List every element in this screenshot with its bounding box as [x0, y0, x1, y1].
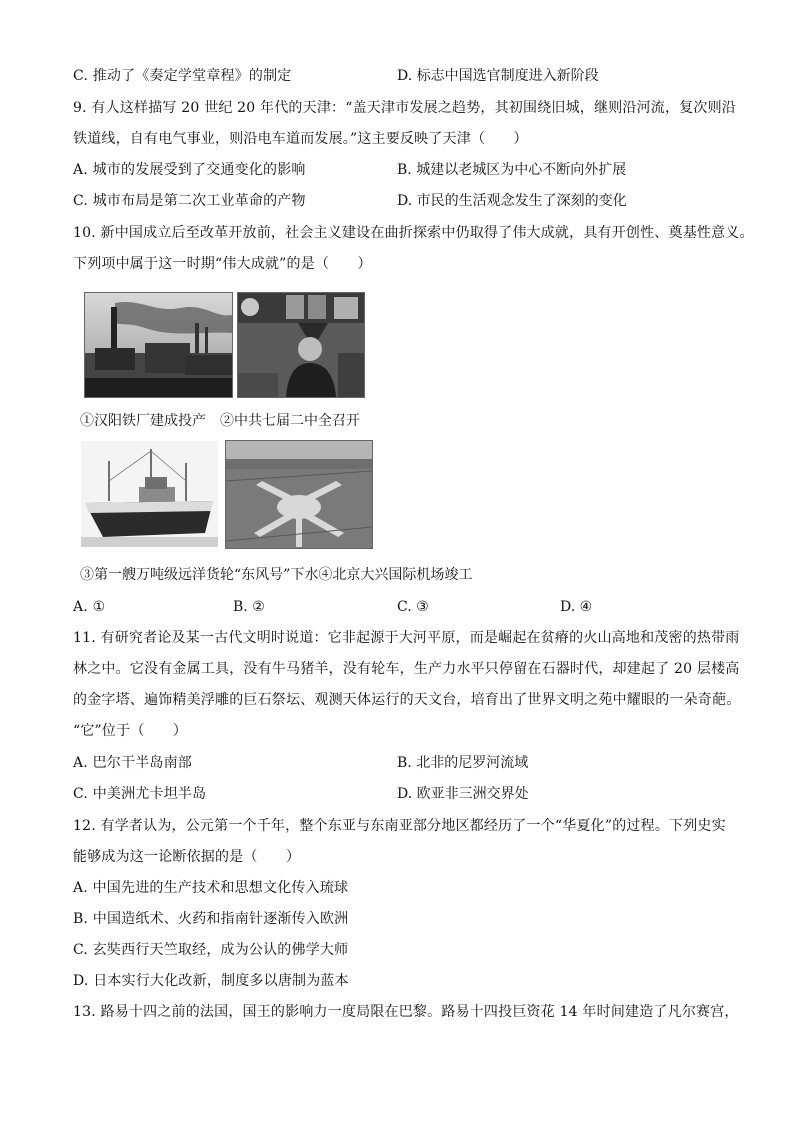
second-plenary-session-photo: [237, 292, 365, 398]
q11-option-c: C. 中美洲尤卡坦半岛: [73, 786, 207, 802]
q11-stem-line-3: 的金字塔、遍饰精美浮雕的巨石祭坛、观测天体运行的天文台，培育出了世界文明之苑中耀眼的一朵奇葩。: [73, 692, 741, 708]
q8-option-d: D. 标志中国选官制度进入新阶段: [397, 68, 599, 84]
q9-stem-line-1: 9. 有人这样描写 20 世纪 20 年代的天津：“盖天津市发展之趋势，其初围绕旧城，继则沿河流，复次则沿: [73, 100, 736, 116]
dongfeng-cargo-ship-photo: [81, 441, 218, 547]
q12-option-d: D. 日本实行大化改新，制度多以唐制为蓝本: [73, 973, 349, 989]
q12-stem-line-2: 能够成为这一论断依据的是（ ）: [73, 849, 301, 865]
q11-option-d: D. 欧亚非三洲交界处: [397, 786, 529, 802]
q10-caption-row1: ①汉阳铁厂建成投产 ②中共七届二中全召开: [80, 413, 360, 429]
q11-option-a: A. 巴尔干半岛南部: [73, 755, 193, 771]
q9-option-a: A. 城市的发展受到了交通变化的影响: [73, 162, 306, 178]
q10-option-c: C. ③: [397, 599, 429, 615]
q12-option-b: B. 中国造纸术、火药和指南针逐渐传入欧洲: [73, 911, 349, 927]
q13-stem-line-1: 13. 路易十四之前的法国，国王的影响力一度局限在巴黎。路易十四投巨资花 14 年时间建造了凡尔赛宫，: [73, 1004, 739, 1020]
q10-stem-line-2: 下列项中属于这一时期“伟大成就”的是（ ）: [73, 256, 372, 272]
q11-option-b: B. 北非的尼罗河流域: [397, 755, 529, 771]
daxing-airport-photo: [225, 440, 373, 549]
q11-stem-line-4: “它”位于（ ）: [73, 723, 188, 739]
q10-option-d: D. ④: [560, 599, 593, 615]
q10-option-b: B. ②: [233, 599, 265, 615]
q9-option-d: D. 市民的生活观念发生了深刻的变化: [397, 193, 627, 209]
q10-caption-row2: ③第一艘万吨级远洋货轮“东风号”下水④北京大兴国际机场竣工: [80, 567, 473, 583]
q12-option-c: C. 玄奘西行天竺取经，成为公认的佛学大师: [73, 942, 349, 958]
q12-stem-line-1: 12. 有学者认为，公元第一个千年，整个东亚与东南亚部分地区都经历了一个“华夏化”的过程。下列史实: [73, 818, 726, 834]
q11-stem-line-1: 11. 有研究者论及某一古代文明时说道：它非起源于大河平原，而是崛起在贫瘠的火山高地和茂密的热带雨: [73, 630, 740, 646]
q9-option-c: C. 城市布局是第二次工业革命的产物: [73, 193, 306, 209]
q10-stem-line-1: 10. 新中国成立后至改革开放前，社会主义建设在曲折探索中仍取得了伟大成就，具有开创性、奠基性意义。: [73, 225, 754, 241]
hanyang-ironworks-photo: [84, 292, 233, 398]
q12-option-a: A. 中国先进的生产技术和思想文化传入琉球: [73, 880, 349, 896]
q9-option-b: B. 城建以老城区为中心不断向外扩展: [397, 162, 627, 178]
q10-option-a: A. ①: [73, 599, 106, 615]
q9-stem-line-2: 铁道线，自有电气事业，则沿电车道而发展。”这主要反映了天津（ ）: [73, 131, 528, 147]
q11-stem-line-2: 林之中。它没有金属工具，没有牛马猪羊，没有轮车，生产力水平只停留在石器时代，却建起了 20 层楼高: [73, 661, 740, 677]
q8-option-c: C. 推动了《奏定学堂章程》的制定: [73, 68, 292, 84]
